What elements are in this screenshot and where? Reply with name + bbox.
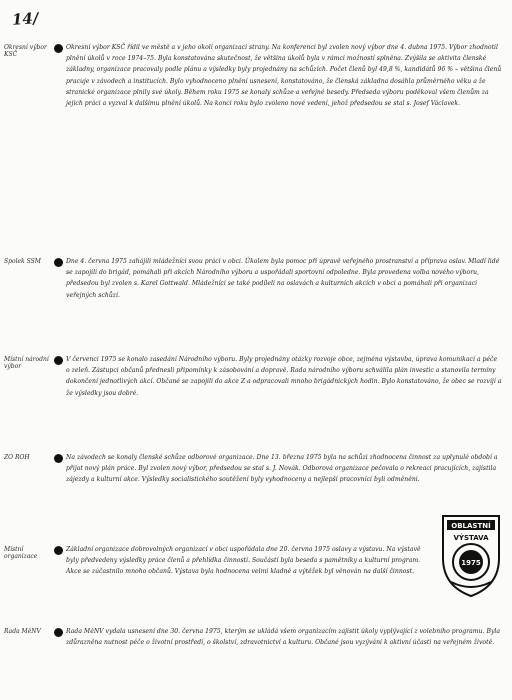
margin-note-1: Okresní výbor KSČ — [4, 44, 47, 58]
margin-note-5: Místní organizace — [4, 546, 38, 560]
entry-text-5: Základní organizace dobrovolných organizací v obci uspořádala dne 20. června 1975 oslavy a výstavu. Na výstavě byly předvedeny výsledky práce členů a přehlídka činnosti. Součástí byla beseda s pamětníky a kulturní program. Akce se zúčastnilo mnoho občanů. Výstava byla hodnocena velmi kladně a výtěžek byl věnován na další činnost. — [66, 546, 421, 576]
bullet-2 — [54, 258, 63, 267]
entry-text-1: Okresní výbor KSČ řídil ve městě a v jeho okolí organizaci strany. Na konferenci byl zvolen nový výbor dne 4. dubna 1975. Výbor zhodnotil plnění úkolů v roce 1974–75. Byla konstatována skutečnost, že většina úkolů byla v rámci možností splněna. Zvýšila se aktivita členské základny, organizace pracovaly podle plánu a výsledky byly projednány na schůzích. Počet členů byl 49,8 %, kandidátů 96 % – většina členů pracuje v závodech a institucích. Bylo vyhodnoceno plnění usnesení, konstatováno, že členská základna dosáhla průměrného věku a že stranické organizace plnily své úkoly. Během roku 1975 se konaly schůze a veřejné besedy. Předseda výboru poděkoval všem členům za jejich práci a vyzval k dalšímu plnění úkolů. Na konci roku bylo zvoleno nové vedení, jehož předsedou se stal s. Josef Václavek. — [66, 44, 502, 108]
bullet-4 — [54, 454, 63, 463]
emblem-subtitle: VÝSTAVA — [453, 534, 489, 542]
bullet-6 — [54, 628, 63, 637]
margin-note-6: Rada MěNV — [4, 628, 41, 635]
margin-note-3: Místní národní výbor — [4, 356, 49, 370]
entry-text-6: Rada MěNV vydala usnesení dne 30. června 1975, kterým se ukládá všem organizacím zajistit úkoly vyplývající z volebního programu. Byla zdůrazněna nutnost péče o životní prostředí, o školství, zdravotnictví a kulturu. Občané jsou vyzýváni k aktivní účasti na veřejném životě. — [66, 628, 501, 647]
margin-note-2: Spolek SSM — [4, 258, 41, 265]
entry-text-4: Na závodech se konaly členské schůze odborové organizace. Dne 13. března 1975 byla na schůzi zhodnocena činnost za uplynulé období a přijat nový plán práce. Byl zvolen nový výbor, předsedou se stal s. J. Novák. Odborová organizace pečovala o rekreaci pracujících, zajistila zájezdy a kulturní akce. Výsledky socialistického soutěžení byly vyhodnoceny a nejlepší pracovníci byli odměněni. — [66, 454, 498, 484]
exhibition-emblem-icon — [437, 512, 505, 598]
emblem-year: 1975 — [461, 559, 481, 567]
bullet-1 — [54, 44, 63, 53]
entry-text-3: V červenci 1975 se konalo zasedání Národního výboru. Byly projednány otázky rozvoje obce, zejména výstavba, úprava komunikací a péče o zeleň. Zástupci občanů přednesli připomínky k zásobování a dopravě. Rada národního výboru schválila plán investic a stanovila termíny dokončení jednotlivých akcí. Občané se zapojili do akce Z a odpracovali mnoho brigádnických hodin. Bylo konstatováno, že obec se rozvíjí a že výsledky jsou dobré. — [66, 356, 502, 397]
page-number: 14/ — [11, 9, 39, 29]
entry-text-2: Dne 4. června 1975 zahájili mládežníci svou práci v obci. Úkolem byla pomoc při úpravě veřejného prostranství a příprava oslav. Mladí lidé se zapojili do brigád, pomáhali při akcích Národního výboru a uspořádali sportovní odpoledne. Byla provedena volba nového výboru, předsedou byl zvolen s. Karel Gottwald. Mládežníci se také podíleli na oslavách a kulturních akcích v obci a pomáhali při organizaci veřejných schůzí. — [66, 258, 500, 299]
bullet-5 — [54, 546, 63, 555]
bullet-3 — [54, 356, 63, 365]
margin-note-4: ZO ROH — [4, 454, 30, 461]
emblem-title: OBLASTNÍ — [451, 522, 491, 530]
